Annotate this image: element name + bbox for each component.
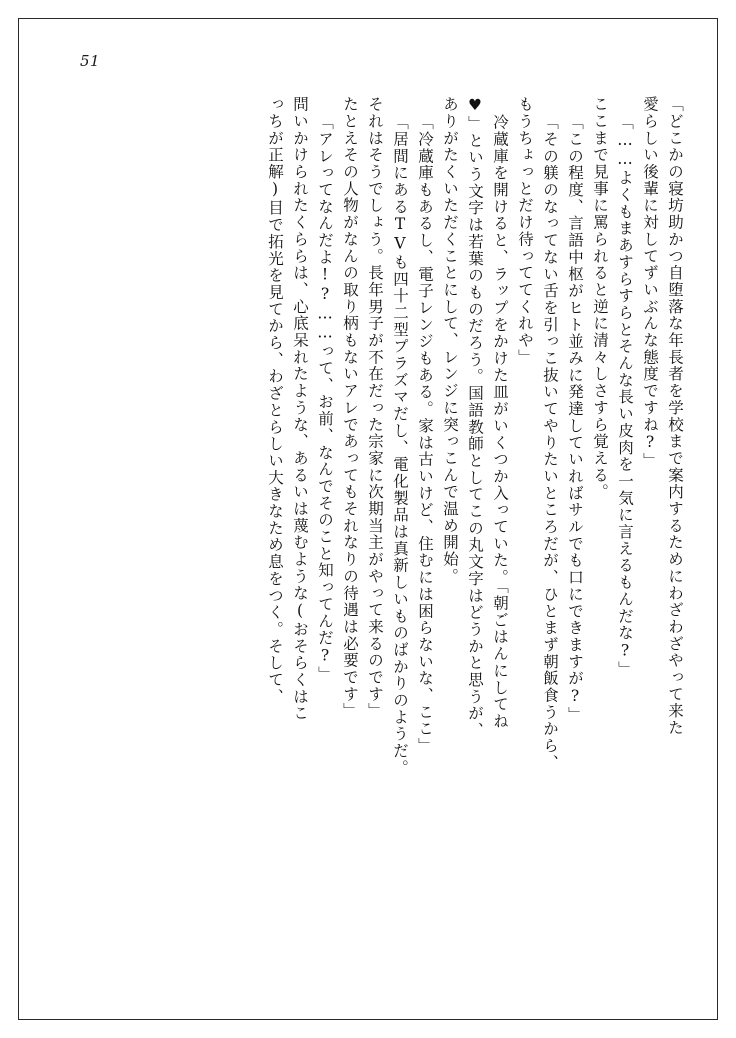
text-line: 「居間にあるTVも四十二型プラズマだし、電化製品は真新しいものばかりのようだ。	[391, 114, 409, 777]
text-line: 「この程度、言語中枢がヒト並みに発達していればサルでも口にできますが?」	[566, 114, 584, 724]
text-line: それはそうでしょう。長年男子が不在だった宗家に次期当主がやって来るのです」	[366, 96, 384, 720]
text-line: 問いかけられたくららは、心底呆れたような、あるいは蔑むような(おそらくはこ	[291, 96, 309, 722]
text-line: っちが正解)目で拓光を見てから、わざとらしい大きなため息をつく。そして、	[266, 96, 284, 706]
vertical-text-body	[46, 96, 682, 976]
text-line: 「冷蔵庫もあるし、電子レンジもある。家は古いけど、住むには困らないな、ここ」	[416, 114, 434, 755]
text-line: ここまで見事に罵られると逆に清々しさすら覚える。	[591, 96, 609, 501]
text-line: もうちょっとだけ待っててくれや」	[516, 96, 534, 366]
text-line: 「……よくもまあすらすらとそんな長い皮肉を一気に言えるもんだな?」	[616, 114, 634, 678]
text-line: 「アレってなんだよ!?……って、お前、なんでそのこと知ってんだ?」	[316, 114, 334, 683]
text-line: たとえその人物がなんの取り柄もないアレであってもそれなりの待遇は必要です」	[341, 96, 359, 720]
text-line: 冷蔵庫を開けると、ラップをかけた皿がいくつか入っていた。「朝ごはんにしてね	[491, 114, 509, 730]
text-line: 「どこかの寝坊助かつ自堕落な年長者を学校まで案内するためにわざわざやって来た	[666, 96, 684, 737]
text-line: 「その躾のなってない舌を引っこ抜いてやりたいところだが、ひとまず朝飯食うから、	[541, 114, 559, 772]
text-line: ♥」という文字は若葉のものだろう。国語教師としてこの丸文字はどうかと思うが、	[466, 96, 484, 739]
page-number: 51	[80, 52, 101, 70]
text-line: 愛らしい後輩に対してずいぶんな態度ですね?」	[641, 96, 659, 470]
text-line: ありがたくいただくことにして、レンジに突っこんで温め開始。	[441, 96, 459, 585]
